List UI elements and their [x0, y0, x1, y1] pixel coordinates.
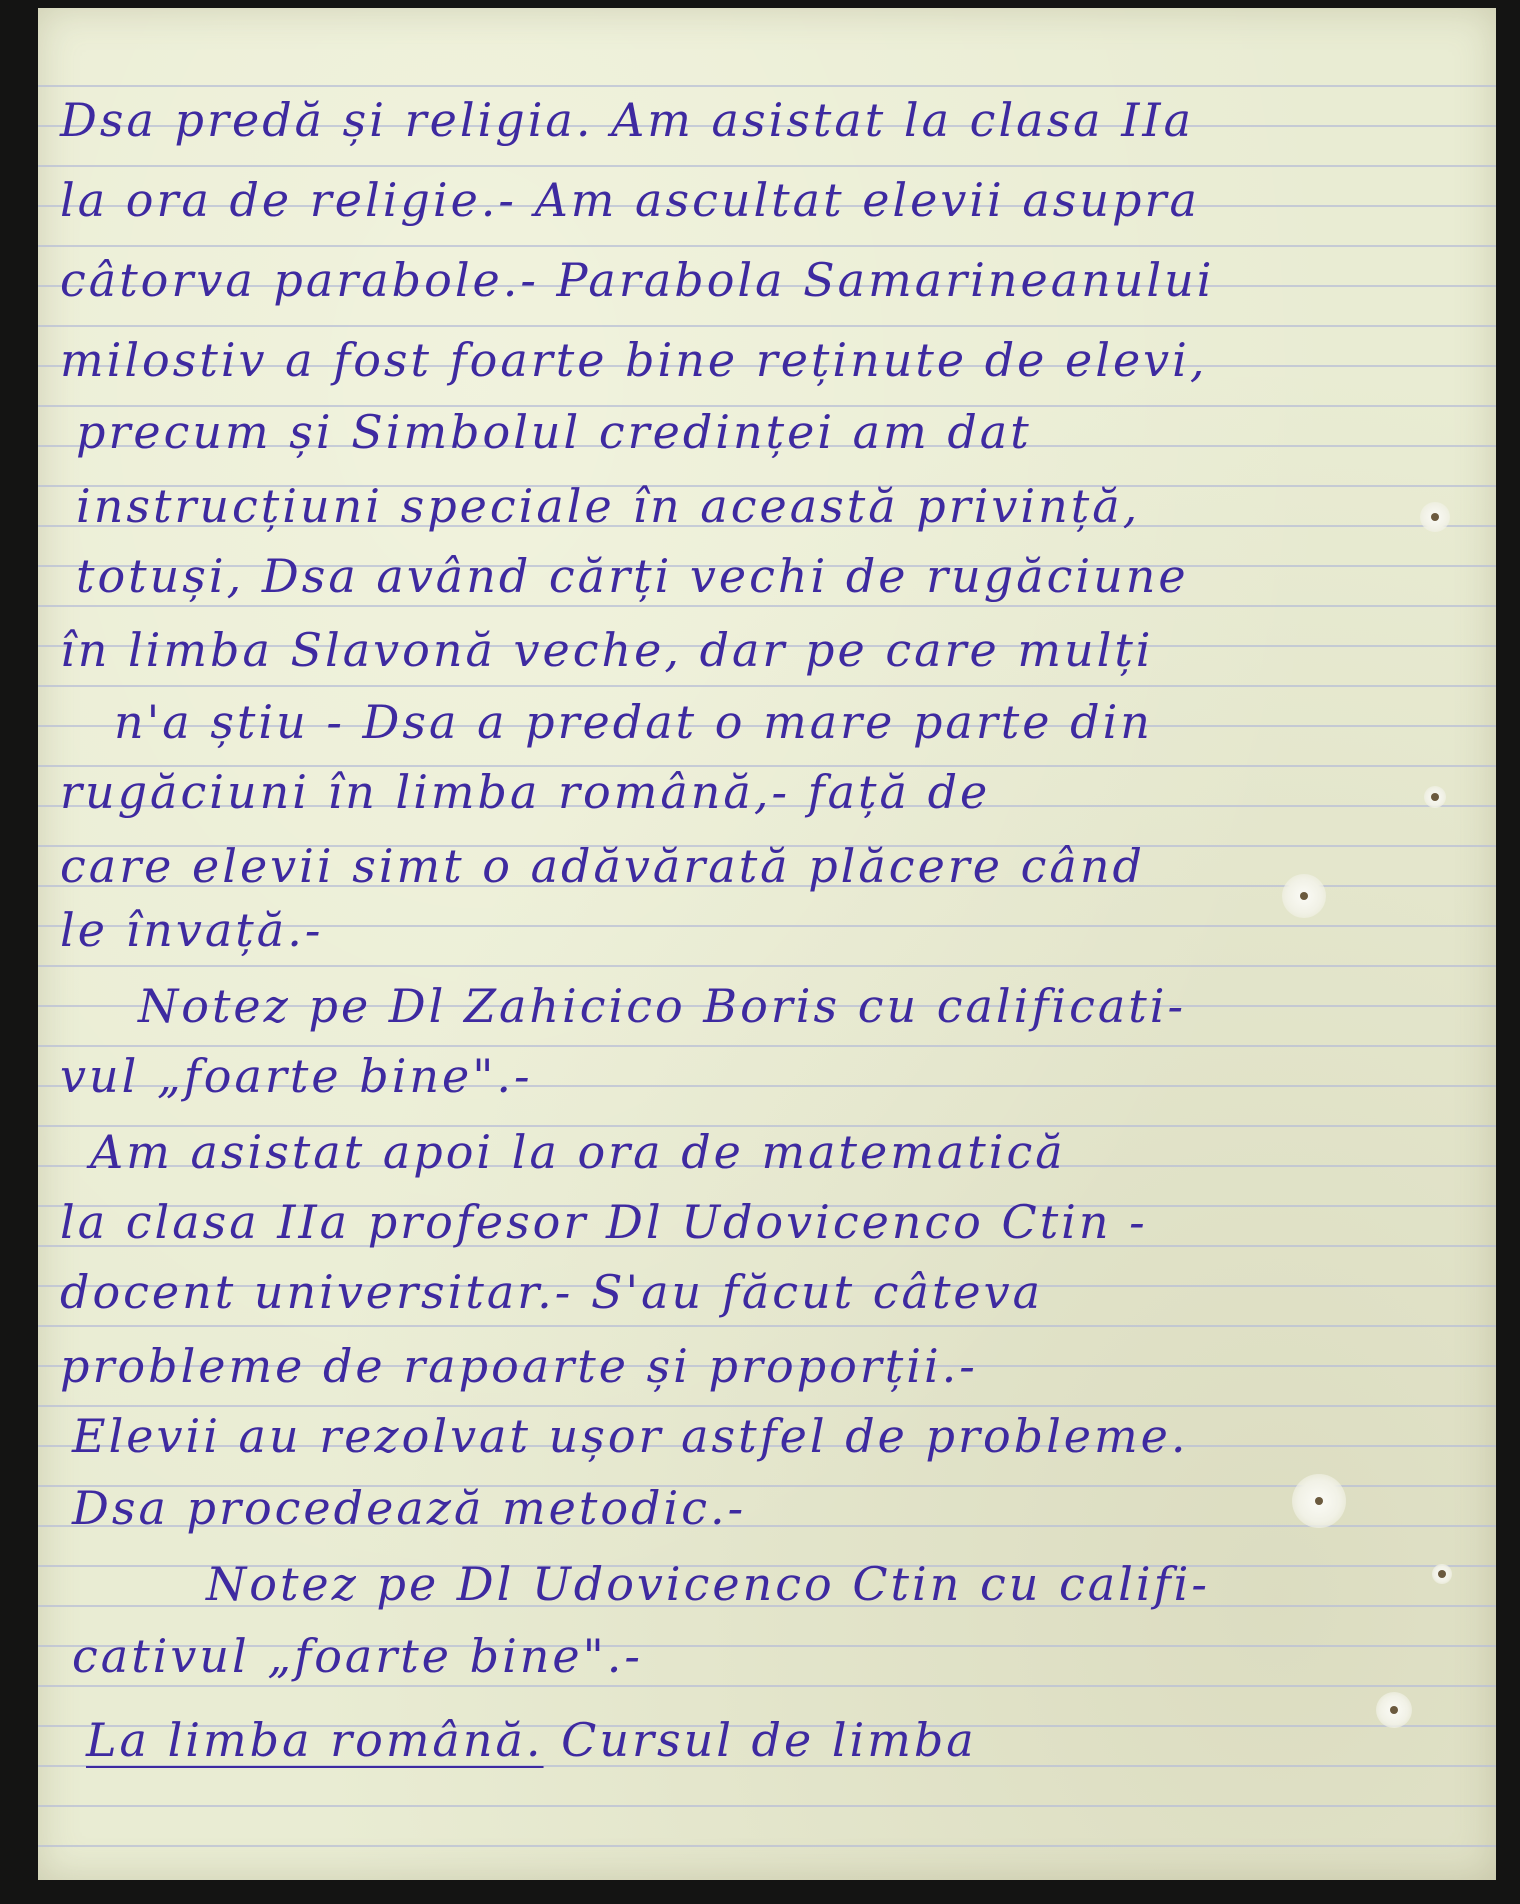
- text-line: docent universitar.- S'au făcut câteva: [60, 1265, 1044, 1319]
- text-line: care elevii simt o adăvărată plăcere când: [60, 839, 1145, 893]
- section-heading: La limba română.: [86, 1713, 544, 1767]
- text-line: Am asistat apoi la ora de matematică: [90, 1125, 1066, 1179]
- text-line: Notez pe Dl Udovicenco Ctin cu califi-: [206, 1557, 1210, 1611]
- text-line: milostiv a fost foarte bine reținute de elevi,: [60, 333, 1208, 387]
- text-line: probleme de rapoarte și proporții.-: [60, 1339, 978, 1393]
- text-line: câtorva parabole.- Parabola Samarineanului: [60, 253, 1215, 307]
- text-line: la ora de religie.- Am ascultat elevii asupra: [60, 173, 1200, 227]
- text-line: le învață.-: [60, 903, 324, 957]
- handwritten-text: [38, 8, 1496, 1880]
- section-heading-continuation: Cursul de limba: [543, 1713, 977, 1767]
- text-line: totuși, Dsa având cărți vechi de rugăciune: [76, 549, 1189, 603]
- text-line: Notez pe Dl Zahicico Boris cu calificati-: [138, 979, 1187, 1033]
- text-line: n'a știu - Dsa a predat o mare parte din: [114, 695, 1153, 749]
- text-line: Elevii au rezolvat ușor astfel de probleme.: [72, 1409, 1189, 1463]
- text-line: [86, 1712, 977, 1768]
- text-line: vul „foarte bine".-: [60, 1049, 533, 1103]
- text-line: instrucțiuni speciale în această privință,: [76, 479, 1141, 533]
- text-line: rugăciuni în limba română,- față de: [60, 765, 991, 819]
- text-line: la clasa IIa profesor Dl Udovicenco Ctin -: [60, 1195, 1148, 1249]
- text-line: Dsa procedează metodic.-: [72, 1481, 747, 1535]
- notebook-page: [38, 8, 1496, 1880]
- text-line: cativul „foarte bine".-: [72, 1629, 643, 1683]
- text-line: Dsa predă și religia. Am asistat la clasa IIa: [60, 93, 1194, 147]
- text-line: în limba Slavonă veche, dar pe care mulți: [60, 623, 1154, 677]
- text-line: precum și Simbolul credinței am dat: [76, 405, 1032, 459]
